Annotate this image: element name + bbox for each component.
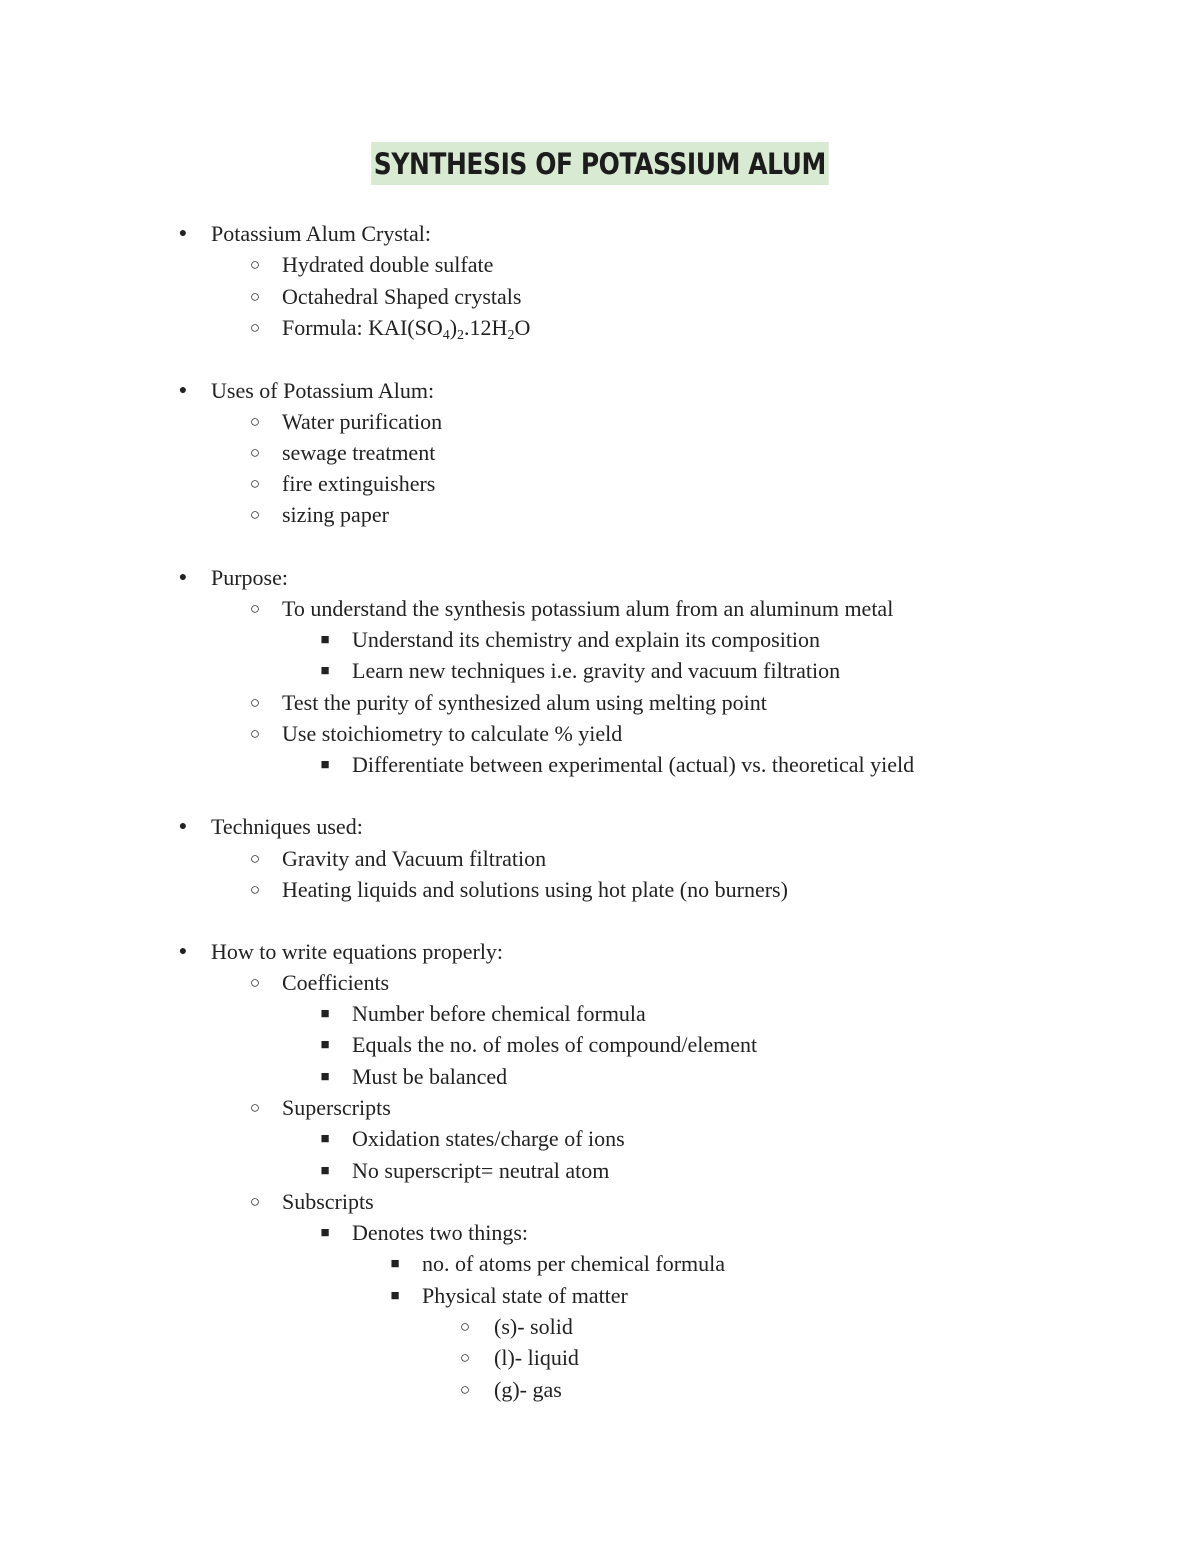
list-item-text: Octahedral Shaped crystals — [282, 284, 522, 309]
list-item — [0, 1030, 1200, 1060]
list-item — [0, 594, 1200, 624]
filled-circle-bullet-icon: ● — [178, 570, 188, 585]
hollow-circle-bullet-icon: ○ — [249, 849, 261, 868]
list-item — [0, 750, 1200, 780]
formula-subscript: 2 — [457, 328, 465, 343]
list-item — [0, 656, 1200, 686]
hollow-circle-bullet-icon: ○ — [459, 1348, 471, 1367]
list-item-text: Test the purity of synthesized alum using melting point — [282, 690, 767, 715]
square-bullet-icon: ■ — [320, 757, 330, 773]
list-item — [0, 1093, 1200, 1123]
list-item — [0, 407, 1200, 437]
list-item — [0, 1187, 1200, 1217]
list-item — [0, 1062, 1200, 1092]
hollow-circle-bullet-icon: ○ — [249, 318, 261, 337]
list-item-text: Equals the no. of moles of compound/element — [352, 1032, 758, 1057]
hollow-circle-bullet-icon: ○ — [249, 880, 261, 899]
filled-circle-bullet-icon: ● — [178, 819, 188, 834]
list-item — [0, 1124, 1200, 1154]
list-item — [0, 1281, 1200, 1311]
list-item-text: How to write equations properly: — [211, 939, 504, 964]
list-item — [0, 812, 1200, 842]
list-item-text: Denotes two things: — [352, 1220, 528, 1245]
list-item — [0, 719, 1200, 749]
document-title: SYNTHESIS OF POTASSIUM ALUM — [371, 142, 828, 185]
list-item-text: Uses of Potassium Alum: — [211, 378, 435, 403]
square-bullet-icon: ■ — [320, 1225, 330, 1241]
list-item — [0, 282, 1200, 312]
square-bullet-icon: ■ — [390, 1288, 400, 1304]
list-item-text: Oxidation states/charge of ions — [352, 1126, 625, 1151]
formula-subscript: 4 — [442, 328, 450, 343]
square-bullet-icon: ■ — [320, 663, 330, 679]
list-item-text: Superscripts — [282, 1095, 391, 1120]
list-item — [0, 1249, 1200, 1279]
hollow-circle-bullet-icon: ○ — [249, 474, 261, 493]
hollow-circle-bullet-icon: ○ — [249, 973, 261, 992]
filled-circle-bullet-icon: ● — [178, 944, 188, 959]
list-item — [0, 688, 1200, 718]
hollow-circle-bullet-icon: ○ — [249, 443, 261, 462]
hollow-circle-bullet-icon: ○ — [459, 1380, 471, 1399]
list-item — [0, 219, 1200, 249]
list-item — [0, 376, 1200, 406]
list-item-text: sewage treatment — [282, 440, 436, 465]
list-item-text: (g)- gas — [494, 1377, 562, 1402]
list-item-text — [282, 313, 530, 343]
list-item-text: Subscripts — [282, 1189, 374, 1214]
list-item — [0, 937, 1200, 967]
list-item — [0, 500, 1200, 530]
list-item — [0, 968, 1200, 998]
list-item-text: Coefficients — [282, 970, 390, 995]
square-bullet-icon: ■ — [320, 1069, 330, 1085]
list-item-text: sizing paper — [282, 502, 389, 527]
hollow-circle-bullet-icon: ○ — [249, 693, 261, 712]
square-bullet-icon: ■ — [320, 1037, 330, 1053]
formula-subscript: 2 — [507, 328, 515, 343]
list-item-text: Differentiate between experimental (actual) vs. theoretical yield — [352, 752, 915, 777]
hollow-circle-bullet-icon: ○ — [249, 599, 261, 618]
list-item-text: Physical state of matter — [422, 1283, 628, 1308]
list-item-text: Techniques used: — [211, 814, 363, 839]
list-item — [0, 1312, 1200, 1342]
list-item-text: Learn new techniques i.e. gravity and vacuum filtration — [352, 658, 841, 683]
list-item — [0, 999, 1200, 1029]
formula-segment: ) — [449, 315, 458, 340]
hollow-circle-bullet-icon: ○ — [249, 255, 261, 274]
hollow-circle-bullet-icon: ○ — [459, 1317, 471, 1336]
hollow-circle-bullet-icon: ○ — [249, 287, 261, 306]
list-item-text: fire extinguishers — [282, 471, 436, 496]
list-item — [0, 1375, 1200, 1405]
list-item — [0, 625, 1200, 655]
formula-segment: .12H — [464, 315, 508, 340]
list-item-text: (l)- liquid — [494, 1345, 579, 1370]
list-item-text: Must be balanced — [352, 1064, 508, 1089]
list-item — [0, 844, 1200, 874]
filled-circle-bullet-icon: ● — [178, 383, 188, 398]
list-item — [0, 1343, 1200, 1373]
list-item-text: (s)- solid — [494, 1314, 573, 1339]
square-bullet-icon: ■ — [390, 1256, 400, 1272]
list-item-text: Understand its chemistry and explain its composition — [352, 627, 821, 652]
hollow-circle-bullet-icon: ○ — [249, 1098, 261, 1117]
list-item-text: Potassium Alum Crystal: — [211, 221, 432, 246]
formula-segment: Formula: KAI(SO — [282, 315, 443, 340]
list-item — [0, 563, 1200, 593]
filled-circle-bullet-icon: ● — [178, 226, 188, 241]
hollow-circle-bullet-icon: ○ — [249, 505, 261, 524]
list-item-text: No superscript= neutral atom — [352, 1158, 610, 1183]
list-item — [0, 1218, 1200, 1248]
formula-segment: O — [514, 315, 531, 340]
list-item-text: Gravity and Vacuum filtration — [282, 846, 547, 871]
hollow-circle-bullet-icon: ○ — [249, 412, 261, 431]
list-item — [0, 438, 1200, 468]
list-item — [0, 1156, 1200, 1186]
hollow-circle-bullet-icon: ○ — [249, 1192, 261, 1211]
hollow-circle-bullet-icon: ○ — [249, 724, 261, 743]
list-item — [0, 469, 1200, 499]
list-item-text: Use stoichiometry to calculate % yield — [282, 721, 623, 746]
list-item — [0, 875, 1200, 905]
list-item-text: To understand the synthesis potassium alum from an aluminum metal — [282, 596, 894, 621]
square-bullet-icon: ■ — [320, 1163, 330, 1179]
list-item — [0, 313, 1200, 343]
list-item-text: Number before chemical formula — [352, 1001, 646, 1026]
square-bullet-icon: ■ — [320, 1131, 330, 1147]
list-item — [0, 250, 1200, 280]
list-item-text: Purpose: — [211, 565, 288, 590]
list-item-text: Hydrated double sulfate — [282, 252, 494, 277]
document-title-wrapper — [0, 142, 1200, 185]
list-item-text: Water purification — [282, 409, 443, 434]
square-bullet-icon: ■ — [320, 632, 330, 648]
square-bullet-icon: ■ — [320, 1006, 330, 1022]
list-item-text: Heating liquids and solutions using hot plate (no burners) — [282, 877, 788, 902]
list-item-text: no. of atoms per chemical formula — [422, 1251, 726, 1276]
